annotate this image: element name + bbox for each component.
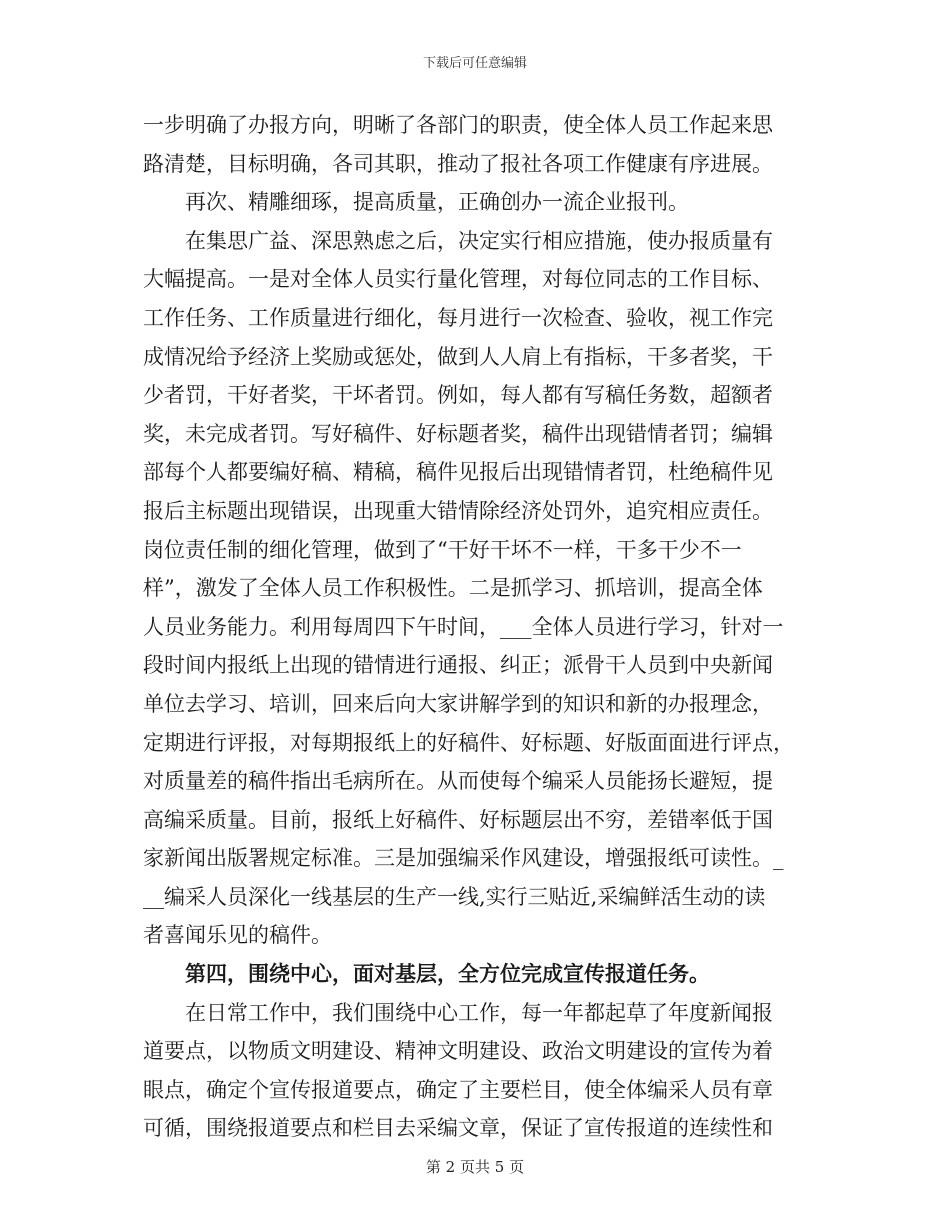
text-line: 在集思广益、深思熟虑之后，决定实行相应措施，使办报质量有 (185, 228, 773, 253)
text-line: 段时间内报纸上出现的错情进行通报、纠正；派骨干人员到中央新闻 (143, 653, 773, 678)
text-line: 报后主标题出现错误，出现重大错情除经济处罚外，追究相应责任。 (143, 498, 773, 523)
text-line: 眼点，确定个宣传报道要点，确定了主要栏目，使全体编采人员有章 (143, 1077, 773, 1102)
text-line: 工作任务、工作质量进行细化，每月进行一次检查、验收，视工作完 (143, 305, 773, 330)
text-line: 定期进行评报，对每期报纸上的好稿件、好标题、好版面面进行评点， (143, 730, 794, 755)
text-line: 路清楚，目标明确，各司其职，推动了报社各项工作健康有序进展。 (143, 151, 773, 176)
text-line: 少者罚，干好者奖，干坏者罚。例如，每人都有写稿任务数，超额者 (143, 383, 773, 408)
text-line: 再次、精雕细琢，提高质量，正确创办一流企业报刊。 (185, 190, 689, 215)
page-footer: 第 2 页共 5 页 (425, 1158, 525, 1176)
section-heading-line: 第四，围绕中心，面对基层，全方位完成宣传报道任务。 (185, 962, 710, 987)
text-line: 成情况给予经济上奖励或惩处，做到人人肩上有指标，干多者奖，干 (143, 344, 773, 369)
text-line: __编采人员深化一线基层的生产一线,实行三贴近,采编鲜活生动的读 (143, 884, 766, 909)
document-body (143, 106, 811, 1148)
text-line: 在日常工作中，我们围绕中心工作，每一年都起草了年度新闻报 (185, 1000, 773, 1025)
text-line: 岗位责任制的细化管理，做到了“干好干坏不一样，干多干少不一 (143, 537, 742, 562)
text-line: 部每个人都要编好稿、精稿，稿件见报后出现错情者罚，杜绝稿件见 (143, 460, 773, 485)
text-line: 大幅提高。一是对全体人员实行量化管理，对每位同志的工作目标、 (143, 267, 773, 292)
text-line: 人员业务能力。利用每周四下午时间，___全体人员进行学习，针对一 (143, 614, 784, 639)
text-line: 高编采质量。目前，报纸上好稿件、好标题层出不穷，差错率低于国 (143, 807, 773, 832)
text-line: 道要点，以物质文明建设、精神文明建设、政治文明建设的宣传为着 (143, 1039, 773, 1064)
header-note: 下载后可任意编辑 (422, 56, 527, 71)
text-line: 家新闻出版署规定标准。三是加强编采作风建设，增强报纸可读性。_ (143, 846, 784, 871)
text-line: 样”，激发了全体人员工作积极性。二是抓学习、抓培训，提高全体 (143, 576, 763, 601)
text-line: 一步明确了办报方向，明晰了各部门的职责，使全体人员工作起来思 (143, 113, 773, 137)
text-line: 可循，围绕报道要点和栏目去采编文章，保证了宣传报道的连续性和 (143, 1116, 773, 1141)
text-line: 者喜闻乐见的稿件。 (143, 923, 332, 948)
text-line: 单位去学习、培训，回来后向大家讲解学到的知识和新的办报理念， (143, 691, 773, 716)
text-line: 对质量差的稿件指出毛病所在。从而使每个编采人员能扬长避短，提 (143, 769, 773, 794)
text-line: 奖，未完成者罚。写好稿件、好标题者奖，稿件出现错情者罚；编辑 (143, 421, 773, 446)
